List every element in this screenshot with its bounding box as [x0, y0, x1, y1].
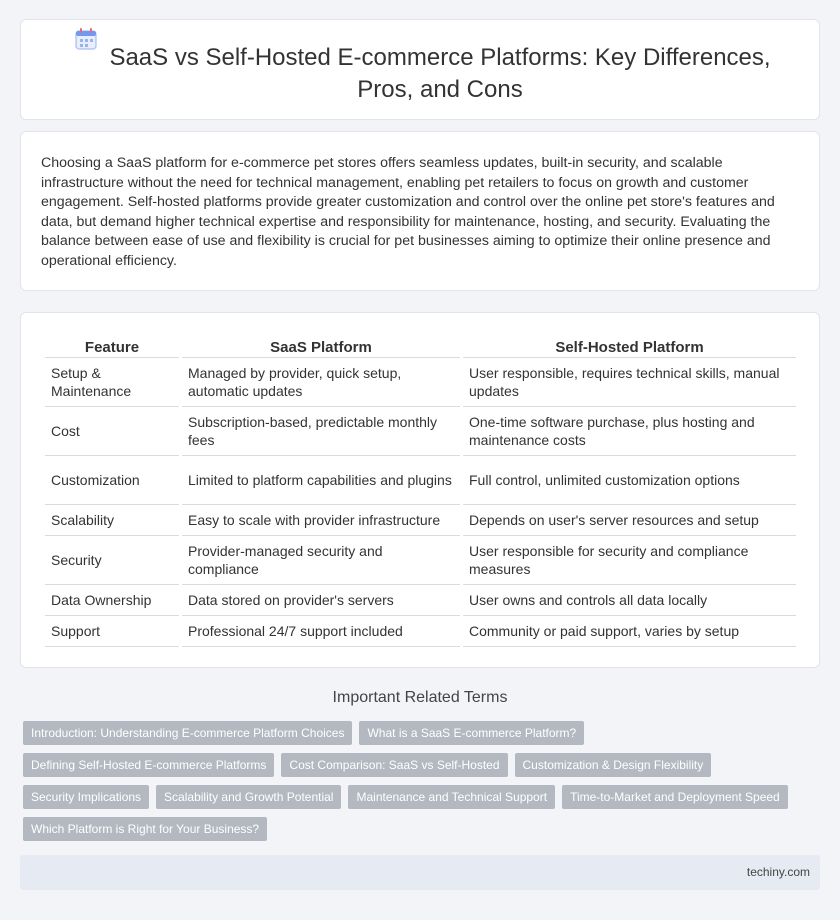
cell-saas: Easy to scale with provider infrastructure: [182, 505, 460, 536]
cell-feature: Customization: [45, 456, 179, 505]
related-term-tag[interactable]: Defining Self-Hosted E-commerce Platforms: [23, 753, 274, 777]
related-term-tag[interactable]: Which Platform is Right for Your Business?: [23, 817, 267, 841]
cell-self-hosted: Depends on user's server resources and setup: [463, 505, 796, 536]
footer-site-link[interactable]: techiny.com: [746, 865, 810, 879]
related-term-tag[interactable]: Scalability and Growth Potential: [156, 785, 341, 809]
cell-feature: Setup & Maintenance: [45, 358, 179, 407]
page-title: SaaS vs Self-Hosted E-commerce Platforms: Key Differences, Pros, and Cons: [109, 44, 771, 103]
header-card: [20, 19, 820, 120]
table-row: [45, 456, 796, 505]
table-header-row: [45, 333, 796, 358]
header-feature: Feature: [45, 333, 179, 358]
intro-paragraph: Choosing a SaaS platform for e-commerce pet stores offers seamless updates, built-in security, and scalable infrastructure without the need for technical management, enabling pet retailers to focus on growth and customer engagement. Self-hosted platforms provide greater customization and control over the online pet store's features and data, but demand higher technical expertise and responsibility for maintenance, hosting, and security. Evaluating the balance between ease of use and flexibility is crucial for pet businesses aiming to optimize their online presence and operational efficiency.: [41, 155, 775, 269]
related-term-tag[interactable]: Cost Comparison: SaaS vs Self-Hosted: [281, 753, 507, 777]
related-term-tag[interactable]: Customization & Design Flexibility: [515, 753, 712, 777]
comparison-table: [42, 333, 799, 647]
cell-saas: Professional 24/7 support included: [182, 616, 460, 647]
table-row: [45, 585, 796, 616]
cell-self-hosted: One-time software purchase, plus hosting and maintenance costs: [463, 407, 796, 456]
table-row: [45, 505, 796, 536]
table-row: [45, 407, 796, 456]
related-term-tag[interactable]: Introduction: Understanding E-commerce Platform Choices: [23, 721, 352, 745]
related-term-tag[interactable]: Security Implications: [23, 785, 149, 809]
related-term-tag[interactable]: Time-to-Market and Deployment Speed: [562, 785, 788, 809]
cell-self-hosted: User responsible for security and compliance measures: [463, 536, 796, 585]
cell-self-hosted: Full control, unlimited customization options: [463, 456, 796, 505]
header-saas: SaaS Platform: [182, 333, 460, 358]
footer: [20, 855, 820, 890]
cell-saas: Provider-managed security and compliance: [182, 536, 460, 585]
cell-saas: Limited to platform capabilities and plugins: [182, 456, 460, 505]
related-terms-list: [23, 721, 803, 841]
cell-feature: Scalability: [45, 505, 179, 536]
header-self-hosted: Self-Hosted Platform: [463, 333, 796, 358]
table-row: [45, 358, 796, 407]
table-row: [45, 536, 796, 585]
related-term-tag[interactable]: Maintenance and Technical Support: [348, 785, 555, 809]
comparison-table-card: [20, 312, 820, 668]
cell-feature: Data Ownership: [45, 585, 179, 616]
table-row: [45, 616, 796, 647]
related-terms-title: Important Related Terms: [332, 689, 508, 706]
cell-saas: Data stored on provider's servers: [182, 585, 460, 616]
cell-feature: Support: [45, 616, 179, 647]
cell-feature: Security: [45, 536, 179, 585]
cell-saas: Managed by provider, quick setup, automatic updates: [182, 358, 460, 407]
related-term-tag[interactable]: What is a SaaS E-commerce Platform?: [359, 721, 584, 745]
intro-card: [20, 131, 820, 291]
cell-self-hosted: User owns and controls all data locally: [463, 585, 796, 616]
cell-feature: Cost: [45, 407, 179, 456]
cell-self-hosted: Community or paid support, varies by setup: [463, 616, 796, 647]
cell-self-hosted: User responsible, requires technical skills, manual updates: [463, 358, 796, 407]
cell-saas: Subscription-based, predictable monthly fees: [182, 407, 460, 456]
